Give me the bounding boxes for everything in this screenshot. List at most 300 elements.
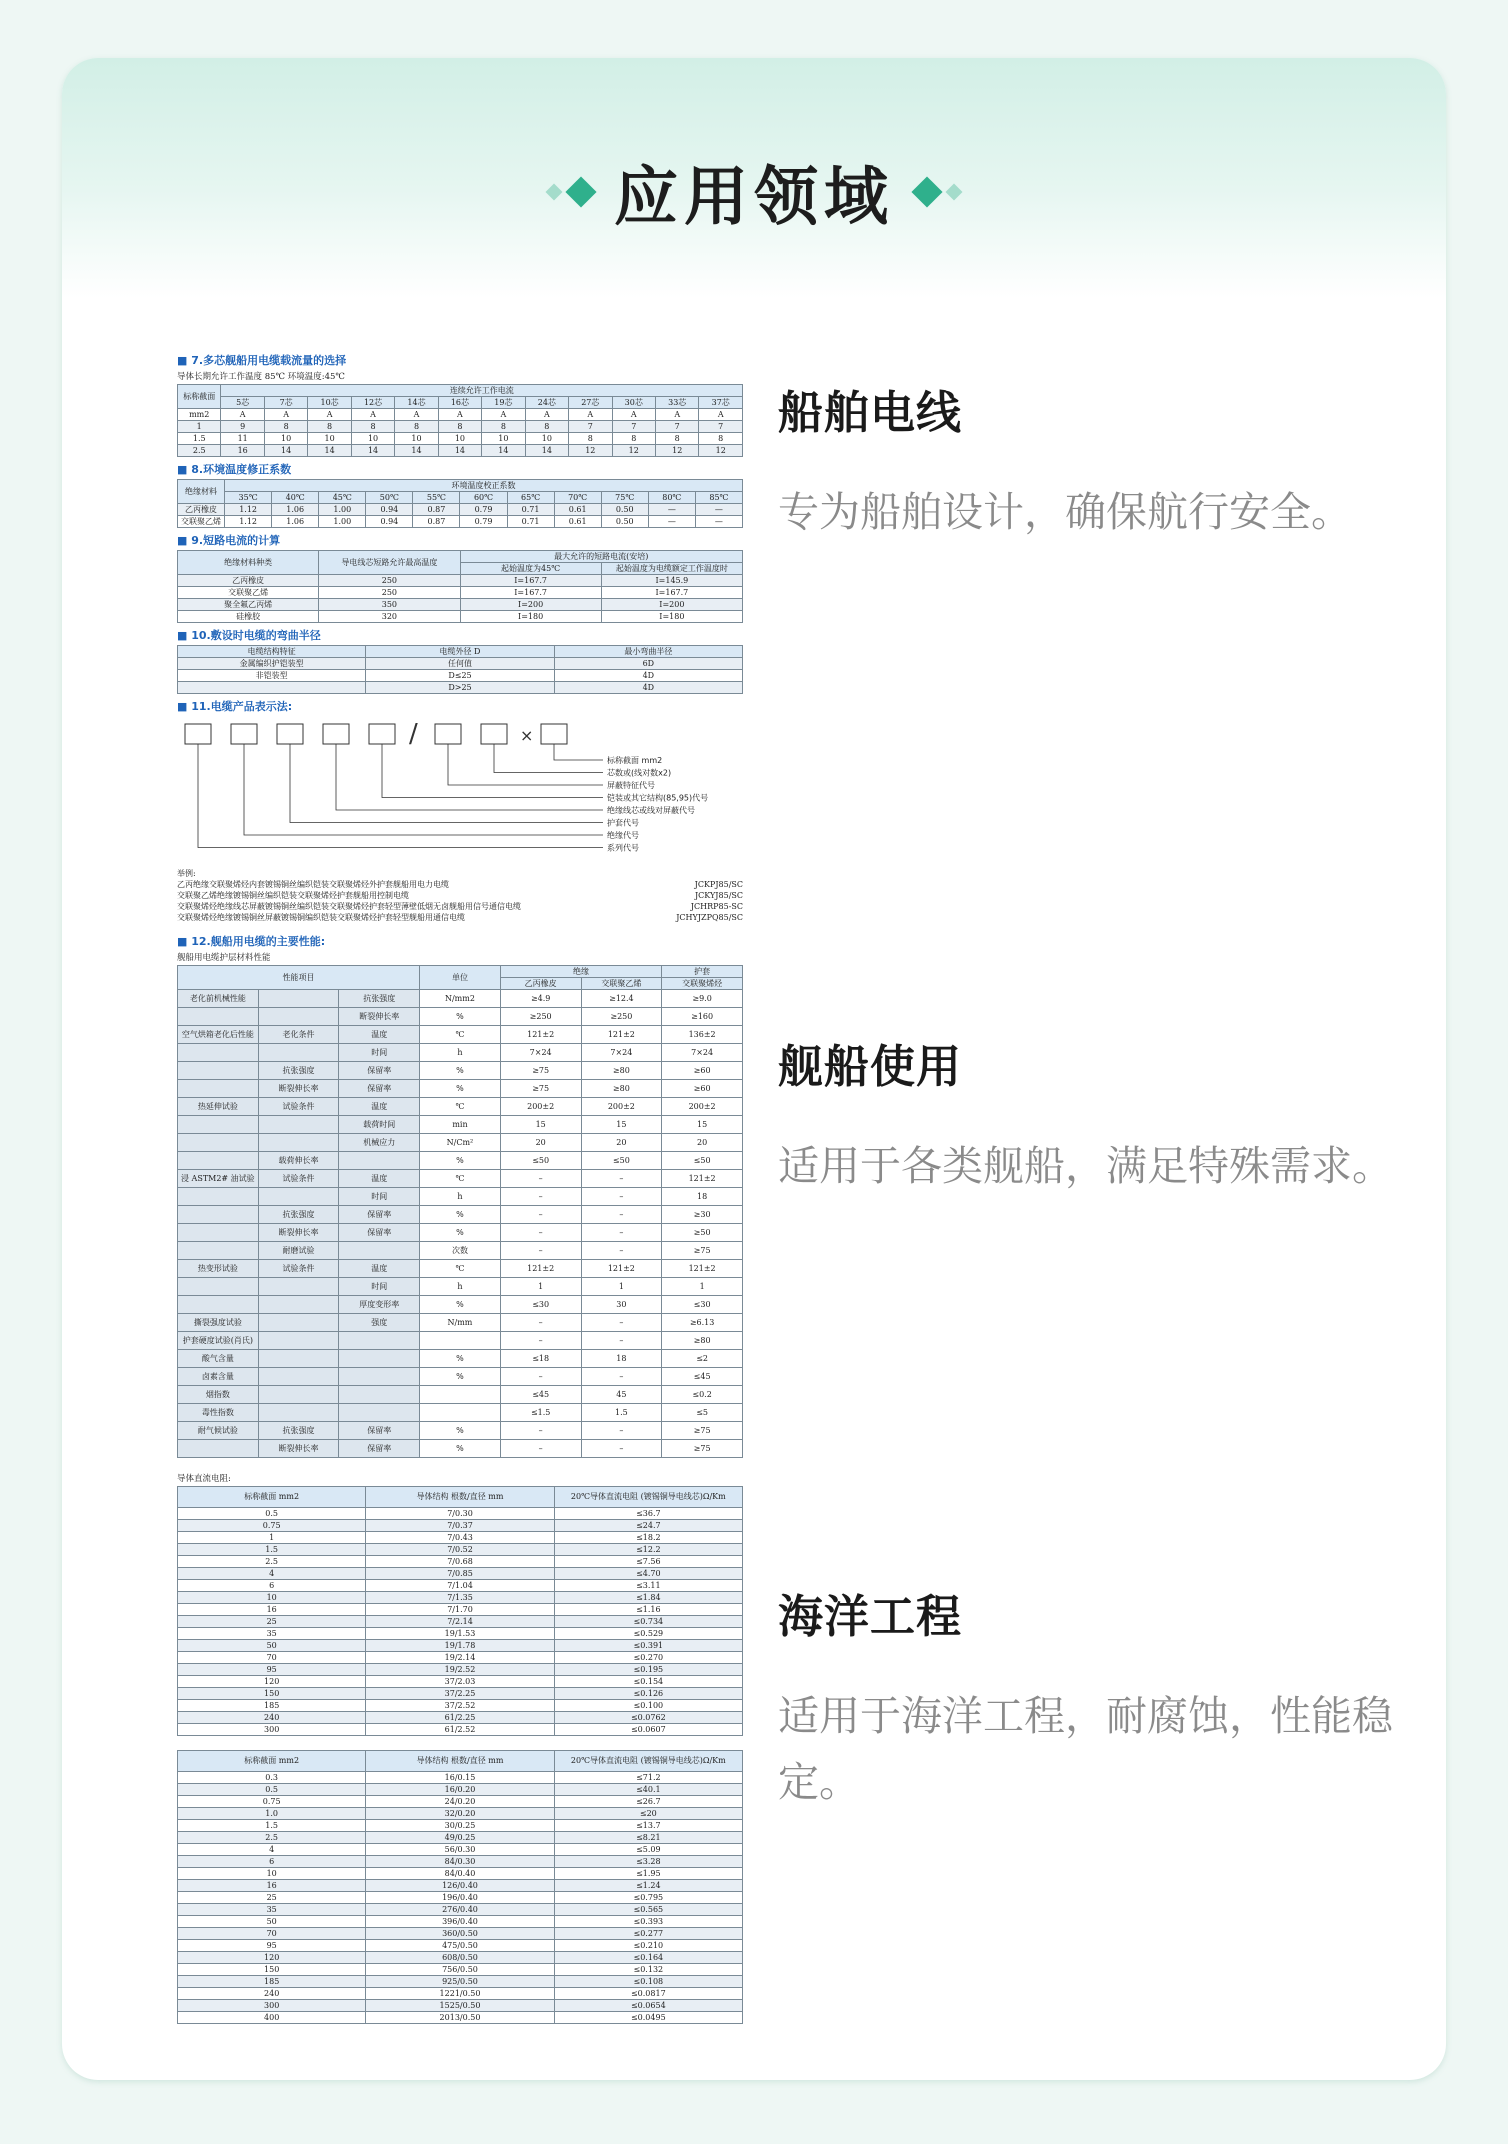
table-cell: 0.5: [178, 1784, 366, 1796]
table-cell: [258, 1044, 339, 1062]
table-cell: 电缆结构特征: [178, 646, 366, 658]
table-cell: 1: [178, 421, 221, 433]
table-cell: 7×24: [662, 1044, 743, 1062]
table-cell: 导电线芯短路允许最高温度: [319, 551, 460, 575]
table-cell: ≤0.195: [554, 1664, 742, 1676]
table-row: [178, 397, 743, 409]
table-cell: A: [569, 409, 612, 421]
table-cell: 10: [264, 433, 307, 445]
table-cell: ≥80: [581, 1080, 662, 1098]
table-row: [178, 575, 743, 587]
table-cell: 121±2: [581, 1026, 662, 1044]
table-row: [178, 1724, 743, 1736]
table-cell: [258, 1368, 339, 1386]
table-cell: 7芯: [264, 397, 307, 409]
table-row: [178, 1404, 743, 1422]
leader-line: [198, 744, 603, 848]
table-cell: 载荷时间: [339, 1116, 420, 1134]
table-row: [178, 1116, 743, 1134]
table-row: [178, 1532, 743, 1544]
example-desc: 交联聚烯烃绝缘镀锡铜丝屏蔽镀锡铜编织铠装交联聚烯烃护套轻型舰船用通信电缆: [177, 913, 465, 922]
table-cell: [339, 1368, 420, 1386]
table-cell: I=167.7: [460, 575, 601, 587]
table-cell: [178, 1134, 259, 1152]
table-cell: 0.71: [507, 516, 554, 528]
table-cell: –: [500, 1368, 581, 1386]
section-8-title: ■ 8.环境温度修正系数: [177, 461, 743, 477]
table-cell: 200±2: [581, 1098, 662, 1116]
table-cell: 37/2.25: [366, 1688, 554, 1700]
table-cell: 16/0.20: [366, 1784, 554, 1796]
table-cell: ≤0.2: [662, 1386, 743, 1404]
table-row: [178, 1928, 743, 1940]
table-cell: 70℃: [554, 492, 601, 504]
table-row: [178, 2012, 743, 2024]
table-cell: ≤2: [662, 1350, 743, 1368]
table-row: [178, 1368, 743, 1386]
table-cell: ≤0.391: [554, 1640, 742, 1652]
table-row: [178, 599, 743, 611]
table-cell: [178, 1188, 259, 1206]
table-cell: 1221/0.50: [366, 1988, 554, 2000]
table-cell: 7: [569, 421, 612, 433]
table-cell: ≤40.1: [554, 1784, 742, 1796]
table-cell: ≤3.28: [554, 1856, 742, 1868]
table-cell: 70: [178, 1652, 366, 1664]
table-cell: 18: [581, 1350, 662, 1368]
table-cell: 性能项目: [178, 966, 420, 990]
table-cell: [178, 1296, 259, 1314]
table-cell: 0.87: [413, 516, 460, 528]
table-cell: –: [581, 1242, 662, 1260]
slash-mark: /: [409, 719, 418, 749]
table-cell: 12: [612, 445, 655, 457]
table-cell: 7/0.52: [366, 1544, 554, 1556]
table-row: [178, 1544, 743, 1556]
table-cell: ≤0.100: [554, 1700, 742, 1712]
leader-line: [554, 744, 603, 760]
table-row: [178, 1422, 743, 1440]
table-cell: 聚全氟乙丙烯: [178, 599, 319, 611]
table-cell: 酸气含量: [178, 1350, 259, 1368]
table-cell: 25: [178, 1892, 366, 1904]
table-cell: [258, 1332, 339, 1350]
table-row: [178, 1080, 743, 1098]
table-cell: ≤24.7: [554, 1520, 742, 1532]
table-cell: [258, 1116, 339, 1134]
table-cell: ≤0.108: [554, 1976, 742, 1988]
table-cell: 交联聚乙烯: [581, 978, 662, 990]
table-cell: 14: [395, 445, 438, 457]
table-cell: –: [581, 1368, 662, 1386]
table-cell: 37/2.03: [366, 1676, 554, 1688]
table-cell: –: [581, 1188, 662, 1206]
code-box: [435, 724, 461, 744]
table-row: [178, 587, 743, 599]
table-row: [178, 1296, 743, 1314]
table-cell: 30芯: [612, 397, 655, 409]
table-row: [178, 1808, 743, 1820]
conductor-resistance-table-1: [177, 1486, 743, 1736]
example-row: [177, 901, 743, 912]
table-cell: 温度: [339, 1026, 420, 1044]
table-row: [178, 1098, 743, 1116]
table-row: [178, 1508, 743, 1520]
sheath-performance-table: [177, 965, 743, 1458]
table-cell: 19/2.52: [366, 1664, 554, 1676]
table-cell: ≤1.95: [554, 1868, 742, 1880]
table-cell: ≤13.7: [554, 1820, 742, 1832]
table-cell: 抗张强度: [258, 1206, 339, 1224]
table-cell: 14芯: [395, 397, 438, 409]
table-cell: 试验条件: [258, 1170, 339, 1188]
table-cell: 厚度变形率: [339, 1296, 420, 1314]
table-cell: [178, 1242, 259, 1260]
table-cell: 1525/0.50: [366, 2000, 554, 2012]
table-cell: [420, 1386, 501, 1404]
item-title: 海洋工程: [778, 1590, 963, 1643]
table-cell: 1: [662, 1278, 743, 1296]
table-row: [178, 1008, 743, 1026]
table-cell: 75℃: [601, 492, 648, 504]
example-row: [177, 912, 743, 923]
table-cell: 7×24: [500, 1044, 581, 1062]
table-row: [178, 480, 743, 492]
code-label: 屏蔽特征代号: [607, 781, 655, 790]
application-item-ship-wire: [778, 376, 1446, 545]
table-cell: 1.12: [225, 504, 272, 516]
table-cell: ≤0.0762: [554, 1712, 742, 1724]
table-cell: 电缆外径 D: [366, 646, 554, 658]
table-cell: ≤26.7: [554, 1796, 742, 1808]
table-cell: 撕裂强度试验: [178, 1314, 259, 1332]
table-cell: 护套硬度试验(肖氏): [178, 1332, 259, 1350]
table-cell: —: [695, 516, 742, 528]
table-cell: A: [395, 409, 438, 421]
application-item-marine-engineering: [778, 1580, 1446, 1815]
table-cell: 次数: [420, 1242, 501, 1260]
table-cell: 0.50: [601, 504, 648, 516]
table-cell: 8: [525, 421, 568, 433]
table-cell: ≤0.393: [554, 1916, 742, 1928]
table-cell: [258, 1278, 339, 1296]
table-cell: 55℃: [413, 492, 460, 504]
table-row: [178, 516, 743, 528]
table-row: [178, 1832, 743, 1844]
table-cell: 4D: [554, 682, 742, 694]
table-row: [178, 1278, 743, 1296]
table-cell: 乙丙橡皮: [178, 504, 225, 516]
table-cell: [339, 1152, 420, 1170]
table-cell: 1: [581, 1278, 662, 1296]
table-row: [178, 1868, 743, 1880]
table-cell: 1.06: [272, 516, 319, 528]
table-cell: 6: [178, 1856, 366, 1868]
table-cell: 1.12: [225, 516, 272, 528]
table-cell: 保留率: [339, 1080, 420, 1098]
table-cell: [339, 1404, 420, 1422]
table-cell: 84/0.30: [366, 1856, 554, 1868]
table-cell: 4: [178, 1568, 366, 1580]
table-cell: 20: [662, 1134, 743, 1152]
table-cell: 护套: [662, 966, 743, 978]
table-cell: 121±2: [581, 1260, 662, 1278]
table-cell: 7×24: [581, 1044, 662, 1062]
table-cell: 0.94: [366, 504, 413, 516]
table-row: [178, 1700, 743, 1712]
table-cell: [339, 1332, 420, 1350]
code-box: [185, 724, 211, 744]
table-row: [178, 1988, 743, 2000]
table-cell: [178, 682, 366, 694]
times-mark: ×: [520, 726, 534, 745]
table-cell: 0.50: [601, 516, 648, 528]
table-cell: 37芯: [699, 397, 743, 409]
table-cell: [339, 1350, 420, 1368]
table-cell: –: [581, 1332, 662, 1350]
table-row: [178, 1188, 743, 1206]
table-cell: 14: [438, 445, 481, 457]
table-cell: 14: [482, 445, 525, 457]
application-item-naval: [778, 1030, 1446, 1199]
table-cell: 乙丙橡皮: [178, 575, 319, 587]
table-row: [178, 1350, 743, 1368]
table-cell: 196/0.40: [366, 1892, 554, 1904]
table-cell: ≤0.210: [554, 1940, 742, 1952]
table-cell: 45: [581, 1386, 662, 1404]
table-cell: 1.0: [178, 1808, 366, 1820]
table-cell: 烟指数: [178, 1386, 259, 1404]
table-cell: 14: [308, 445, 351, 457]
table-cell: 标称截面 mm2: [178, 1487, 366, 1508]
table-cell: ≤0.734: [554, 1616, 742, 1628]
table-cell: 2013/0.50: [366, 2012, 554, 2024]
table-cell: I=200: [601, 599, 742, 611]
table-cell: 80℃: [648, 492, 695, 504]
table-cell: 7: [699, 421, 743, 433]
table-row: [178, 1206, 743, 1224]
table-cell: [420, 1404, 501, 1422]
table-cell: ≤50: [662, 1152, 743, 1170]
table-cell: 14: [264, 445, 307, 457]
table-cell: A: [612, 409, 655, 421]
table-cell: 61/2.52: [366, 1724, 554, 1736]
table-cell: 10: [438, 433, 481, 445]
table-cell: 7: [612, 421, 655, 433]
table-row: [178, 1628, 743, 1640]
table-cell: 45℃: [319, 492, 366, 504]
table-cell: ≤0.0654: [554, 2000, 742, 2012]
section-11-title: ■ 11.电缆产品表示法:: [177, 698, 743, 714]
table-cell: 18: [662, 1188, 743, 1206]
code-box: [231, 724, 257, 744]
table-cell: ℃: [420, 1098, 501, 1116]
table-cell: 15: [662, 1116, 743, 1134]
table-row: [178, 1580, 743, 1592]
table-cell: 4: [178, 1844, 366, 1856]
table-cell: ≤0.529: [554, 1628, 742, 1640]
table-cell: 121±2: [662, 1170, 743, 1188]
table-row: [178, 551, 743, 563]
table-cell: ≤30: [662, 1296, 743, 1314]
table-cell: [178, 1044, 259, 1062]
table-cell: 导体结构 根数/直径 mm: [366, 1487, 554, 1508]
section-12-subtitle: 舰船用电缆护层材料性能: [177, 953, 271, 963]
section-heading: [62, 146, 1446, 238]
table-cell: 浸 ASTM2# 油试验: [178, 1170, 259, 1188]
table-cell: 1.5: [178, 1820, 366, 1832]
table-cell: 7/0.68: [366, 1556, 554, 1568]
table-cell: ≤0.277: [554, 1928, 742, 1940]
item-title: 船舶电线: [778, 386, 963, 439]
table-cell: 19/1.78: [366, 1640, 554, 1652]
table-cell: 32/0.20: [366, 1808, 554, 1820]
table-cell: 乙丙橡皮: [500, 978, 581, 990]
table-cell: 绝缘: [500, 966, 661, 978]
table-row: [178, 1820, 743, 1832]
table-row: [178, 1568, 743, 1580]
table-cell: 14: [525, 445, 568, 457]
table-cell: 热延伸试验: [178, 1098, 259, 1116]
table-cell: %: [420, 1350, 501, 1368]
conductor-resistance-table-2: [177, 1750, 743, 2024]
table-cell: 断裂伸长率: [258, 1440, 339, 1458]
table-cell: I=180: [601, 611, 742, 623]
table-cell: 保留率: [339, 1062, 420, 1080]
table-cell: –: [500, 1170, 581, 1188]
table-cell: 8: [569, 433, 612, 445]
table-cell: 12: [569, 445, 612, 457]
table-cell: D>25: [366, 682, 554, 694]
table-cell: 60℃: [460, 492, 507, 504]
table-cell: —: [648, 504, 695, 516]
table-cell: 7/0.85: [366, 1568, 554, 1580]
table-cell: ≥12.4: [581, 990, 662, 1008]
table-cell: 单位: [420, 966, 501, 990]
table-cell: 0.94: [366, 516, 413, 528]
table-cell: %: [420, 1368, 501, 1386]
table-cell: 7/1.04: [366, 1580, 554, 1592]
table-cell: 185: [178, 1976, 366, 1988]
code-label: 绝缘代号: [607, 831, 639, 840]
table-cell: %: [420, 1440, 501, 1458]
table-cell: [258, 1386, 339, 1404]
table-cell: 10: [351, 433, 394, 445]
table-cell: 360/0.50: [366, 1928, 554, 1940]
code-label: 系列代号: [607, 843, 639, 853]
table-cell: 14: [351, 445, 394, 457]
table-cell: ≥80: [662, 1332, 743, 1350]
table-cell: 毒性指数: [178, 1404, 259, 1422]
item-description: 适用于海洋工程，耐腐蚀，性能稳定。: [778, 1692, 1393, 1806]
table-cell: A: [525, 409, 568, 421]
table-cell: I=167.7: [460, 587, 601, 599]
table-cell: ≤0.164: [554, 1952, 742, 1964]
example-code: JCHRP85-SC: [690, 902, 743, 911]
table-cell: 7/0.37: [366, 1520, 554, 1532]
table-cell: [339, 1386, 420, 1404]
table-cell: 7/1.35: [366, 1592, 554, 1604]
table-cell: 7/1.70: [366, 1604, 554, 1616]
example-desc: 交联聚烯烃绝缘线芯屏蔽镀锡铜丝编织铠装交联聚烯烃护套轻型薄壁低烟无卤舰船用信号通信电缆: [177, 902, 521, 911]
table-cell: 标称截面: [178, 385, 221, 409]
table-cell: ≤30: [500, 1296, 581, 1314]
table-cell: 50℃: [366, 492, 413, 504]
table-cell: 0.3: [178, 1772, 366, 1784]
table-row: [178, 1892, 743, 1904]
table-cell: ≤71.2: [554, 1772, 742, 1784]
table-cell: 标称截面 mm2: [178, 1751, 366, 1772]
table-cell: A: [655, 409, 698, 421]
table-cell: %: [420, 1422, 501, 1440]
table-cell: ≥75: [500, 1062, 581, 1080]
table-cell: ≤0.0817: [554, 1988, 742, 2000]
table-cell: ≤12.2: [554, 1544, 742, 1556]
table-cell: 15: [581, 1116, 662, 1134]
table-cell: 19/1.53: [366, 1628, 554, 1640]
table-cell: 350: [319, 599, 460, 611]
table-cell: 95: [178, 1664, 366, 1676]
table-cell: D≤25: [366, 670, 554, 682]
table-row: [178, 1904, 743, 1916]
table-row: [178, 1520, 743, 1532]
table-cell: 0.5: [178, 1508, 366, 1520]
table-cell: 5芯: [221, 397, 264, 409]
table-cell: 保留率: [339, 1440, 420, 1458]
table-cell: h: [420, 1188, 501, 1206]
table-cell: 0.79: [460, 504, 507, 516]
table-row: [178, 1134, 743, 1152]
table-cell: ≤45: [662, 1368, 743, 1386]
table-cell: [258, 1008, 339, 1026]
table-row: [178, 504, 743, 516]
table-cell: 150: [178, 1688, 366, 1700]
table-row: [178, 1386, 743, 1404]
table-cell: 240: [178, 1988, 366, 2000]
table-cell: 0.75: [178, 1520, 366, 1532]
table-cell: %: [420, 1062, 501, 1080]
bending-radius-table: [177, 645, 743, 694]
table-cell: 20℃导体直流电阻 (镀锡铜导电线芯)Ω/Km: [554, 1751, 742, 1772]
table-cell: 126/0.40: [366, 1880, 554, 1892]
table-cell: 10芯: [308, 397, 351, 409]
product-code-diagram: [177, 716, 743, 866]
table-cell: 240: [178, 1712, 366, 1724]
table-cell: ≥75: [662, 1242, 743, 1260]
table-cell: 250: [319, 575, 460, 587]
table-cell: 608/0.50: [366, 1952, 554, 1964]
table-cell: 121±2: [500, 1026, 581, 1044]
table-cell: 8: [351, 421, 394, 433]
table-cell: 时间: [339, 1278, 420, 1296]
table-cell: 保留率: [339, 1422, 420, 1440]
table-cell: 10: [178, 1592, 366, 1604]
table-cell: 老化前机械性能: [178, 990, 259, 1008]
table-cell: 卤素含量: [178, 1368, 259, 1386]
table-cell: 200±2: [500, 1098, 581, 1116]
table-cell: 温度: [339, 1098, 420, 1116]
table-cell: 8: [308, 421, 351, 433]
item-description: 专为船舶设计，确保航行安全。: [778, 488, 1352, 536]
table-cell: 20: [581, 1134, 662, 1152]
table-cell: ≤18.2: [554, 1532, 742, 1544]
table-cell: 925/0.50: [366, 1976, 554, 1988]
table-cell: ≤1.84: [554, 1592, 742, 1604]
table-cell: I=167.7: [601, 587, 742, 599]
table-cell: 20: [500, 1134, 581, 1152]
table-cell: 250: [319, 587, 460, 599]
table-cell: –: [500, 1206, 581, 1224]
